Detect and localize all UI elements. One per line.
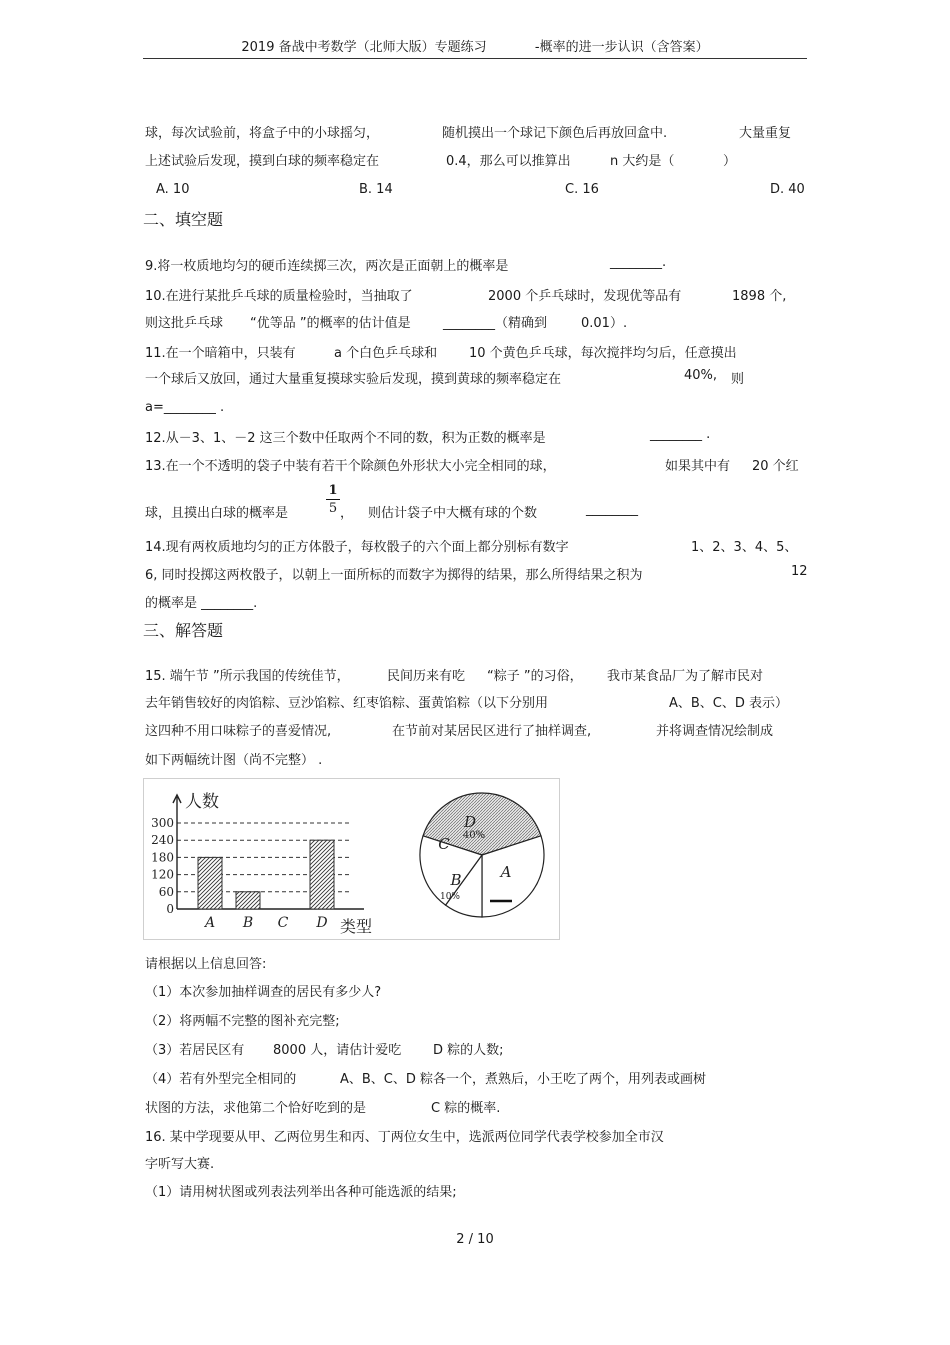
- q13-l2d: ________: [586, 502, 638, 517]
- header-rule: [143, 58, 807, 59]
- q15-l1b: 民间历来有吃: [387, 669, 466, 684]
- q15-part3b: 8000 人，请估计爱吃: [273, 1043, 402, 1058]
- x-tick-label: C: [277, 915, 289, 931]
- q15-part4a: （4）若有外型完全相同的: [145, 1072, 297, 1087]
- q14-l3: 的概率是 ________.: [145, 596, 258, 611]
- q15-part3c: D 粽的人数;: [433, 1043, 504, 1058]
- q15-l1d: 我市某食品厂为了解市民对: [607, 669, 764, 684]
- q10-l2d: 0.01）.: [581, 316, 628, 331]
- q15-part4b: A、B、C、D 粽各一个，煮熟后，小王吃了两个，用列表或画树: [340, 1072, 707, 1087]
- q15-l4: 如下两幅统计图（尚不完整） .: [145, 753, 323, 768]
- page-header: [0, 36, 950, 55]
- q9-text: 9.将一枚质地均匀的硬币连续掷三次，两次是正面朝上的概率是: [145, 259, 509, 274]
- q8-line1: [145, 122, 379, 141]
- q13-fraction: [326, 483, 340, 516]
- q12-text: 12.从－3、1、－2 这三个数中任取两个不同的数，积为正数的概率是: [145, 431, 546, 446]
- pie-annotation-b: 10%: [439, 892, 461, 902]
- q8-option-a: A. 10: [156, 182, 190, 197]
- q15-part1: （1）本次参加抽样调查的居民有多少人?: [145, 985, 382, 1000]
- q15-l1c: “粽子 ”的习俗，: [487, 669, 583, 684]
- q10-l1b: 2000 个乒乓球时，发现优等品有: [488, 289, 682, 304]
- q15-l3a: 这四种不用口味粽子的喜爱情况,: [145, 724, 332, 739]
- y-tick-label: 60: [158, 884, 174, 899]
- q11-l2a: 一个球后又放回，通过大量重复摸球实验后发现，摸到黄球的频率稳定在: [145, 372, 562, 387]
- q11-l3: a=________ .: [145, 400, 225, 415]
- q13-l2b: ，: [340, 506, 354, 521]
- y-axis-label: 人数: [185, 792, 219, 812]
- q14-l1b: 1、2、3、4、5、: [691, 540, 798, 555]
- q8-option-d: D. 40: [770, 182, 805, 197]
- section-fill-heading: 二、填空题: [143, 210, 224, 229]
- q8-text: 球，每次试验前，将盒子中的小球摇匀，: [145, 126, 380, 141]
- q15-l2a: 去年销售较好的肉馅粽、豆沙馅粽、红枣馅粽、蛋黄馅粽（以下分别用: [145, 696, 549, 711]
- q13-l1a: 13.在一个不透明的袋子中装有若干个除颜色外形状大小完全相同的球，: [145, 459, 556, 474]
- q15-l2b: A、B、C、D 表示）: [669, 696, 789, 711]
- q8-option-b: B. 14: [359, 182, 393, 197]
- y-tick-label: 240: [151, 833, 174, 848]
- bar-A: [198, 857, 222, 909]
- q10-l1c: 1898 个,: [732, 289, 787, 304]
- q8-line2c: n 大约是（: [610, 154, 675, 169]
- q11-l1c: 10 个黄色乒乓球，每次搅拌均匀后，任意摸出: [469, 346, 737, 361]
- pie-label-B: B: [450, 871, 462, 889]
- q15-l3b: 在节前对某居民区进行了抽样调查,: [392, 724, 592, 739]
- x-tick-label: D: [316, 915, 328, 931]
- statistics-figure: [143, 778, 560, 940]
- q15-l1a: 15. 端午节 ”所示我国的传统佳节，: [145, 669, 350, 684]
- q8-option-c: C. 16: [565, 182, 599, 197]
- q11-l2b: 40%,: [684, 368, 718, 383]
- q13-l1b: 如果其中有: [665, 459, 731, 474]
- q13-fraction-bar: [326, 499, 340, 500]
- x-tick-label: A: [204, 915, 216, 931]
- bar-B: [236, 892, 260, 909]
- q10-l2a: 则这批乒乓球: [145, 316, 224, 331]
- q14-l1a: 14.现有两枚质地均匀的正方体骰子，每枚骰子的六个面上都分别标有数字: [145, 540, 569, 555]
- q14-l2b: 12: [791, 564, 808, 579]
- q15-part4d: C 粽的概率.: [431, 1101, 501, 1116]
- q9-blank: ________.: [610, 255, 667, 270]
- pie-label-A: A: [500, 863, 512, 881]
- q12-blank: ________ .: [650, 427, 711, 442]
- q10-l2b: “优等品 ”的概率的估计值是: [250, 316, 411, 331]
- q11-l2c: 则: [731, 372, 745, 387]
- q8-line1c: 大量重复: [739, 126, 792, 141]
- q8-line1b: 随机摸出一个球记下颜色后再放回盒中.: [442, 126, 668, 141]
- q16-part1: （1）请用树状图或列表法列举出各种可能选派的结果;: [145, 1185, 457, 1200]
- q10-l2c: ________（精确到: [443, 316, 548, 331]
- section-answer-heading: 三、解答题: [143, 621, 224, 640]
- y-tick-label: 0: [166, 902, 174, 916]
- charts-svg: [144, 779, 559, 939]
- q15-l3c: 并将调查情况绘制成: [656, 724, 774, 739]
- pie-label-C: C: [438, 835, 450, 853]
- q11-l1a: 11.在一个暗箱中，只装有: [145, 346, 296, 361]
- header-title-left: 2019 备战中考数学（北师大版）专题练习: [241, 40, 487, 55]
- q8-line2d: ）: [723, 154, 737, 169]
- q13-l2a: 球，且摸出白球的概率是: [145, 506, 289, 521]
- header-title-right: -概率的进一步认识（含答案）: [534, 40, 709, 55]
- q10-l1a: 10.在进行某批乒乓球的质量检验时，当抽取了: [145, 289, 413, 304]
- q8-line2b: 0.4，那么可以推算出: [446, 154, 571, 169]
- y-tick-label: 300: [151, 816, 174, 830]
- q13-l1c: 20 个红: [752, 459, 799, 474]
- q13-l2c: 则估计袋子中大概有球的个数: [368, 506, 538, 521]
- bar-D: [310, 840, 334, 909]
- q8-line2a: 上述试验后发现，摸到白球的频率稳定在: [145, 154, 380, 169]
- y-tick-label: 120: [151, 867, 174, 882]
- bar-chart: [151, 792, 372, 936]
- q13-fraction-numerator: 1: [328, 483, 338, 498]
- q15-part2: （2）将两幅不完整的图补充完整;: [145, 1014, 340, 1029]
- q15-prompt: 请根据以上信息回答:: [145, 957, 267, 972]
- pie-chart: [420, 793, 544, 917]
- x-axis-label: 类型: [340, 917, 373, 936]
- page-number: 2 / 10: [456, 1232, 494, 1247]
- pie-label-D: D: [463, 813, 477, 831]
- q11-l1b: a 个白色乒乓球和: [334, 346, 438, 361]
- y-tick-label: 180: [151, 850, 174, 865]
- pie-annotation-d: 40%: [462, 830, 486, 841]
- q16-l2: 字听写大赛.: [145, 1157, 215, 1172]
- x-tick-label: B: [242, 915, 254, 931]
- q13-fraction-denominator: 5: [328, 501, 338, 516]
- q15-part4c: 状图的方法，求他第二个恰好吃到的是: [145, 1101, 367, 1116]
- q16-l1: 16. 某中学现要从甲、乙两位男生和丙、丁两位女生中，选派两位同学代表学校参加全市汉: [145, 1130, 664, 1145]
- q15-part3a: （3）若居民区有: [145, 1043, 245, 1058]
- q14-l2a: 6, 同时投掷这两枚骰子，以朝上一面所标的而数字为掷得的结果，那么所得结果之积为: [145, 568, 643, 583]
